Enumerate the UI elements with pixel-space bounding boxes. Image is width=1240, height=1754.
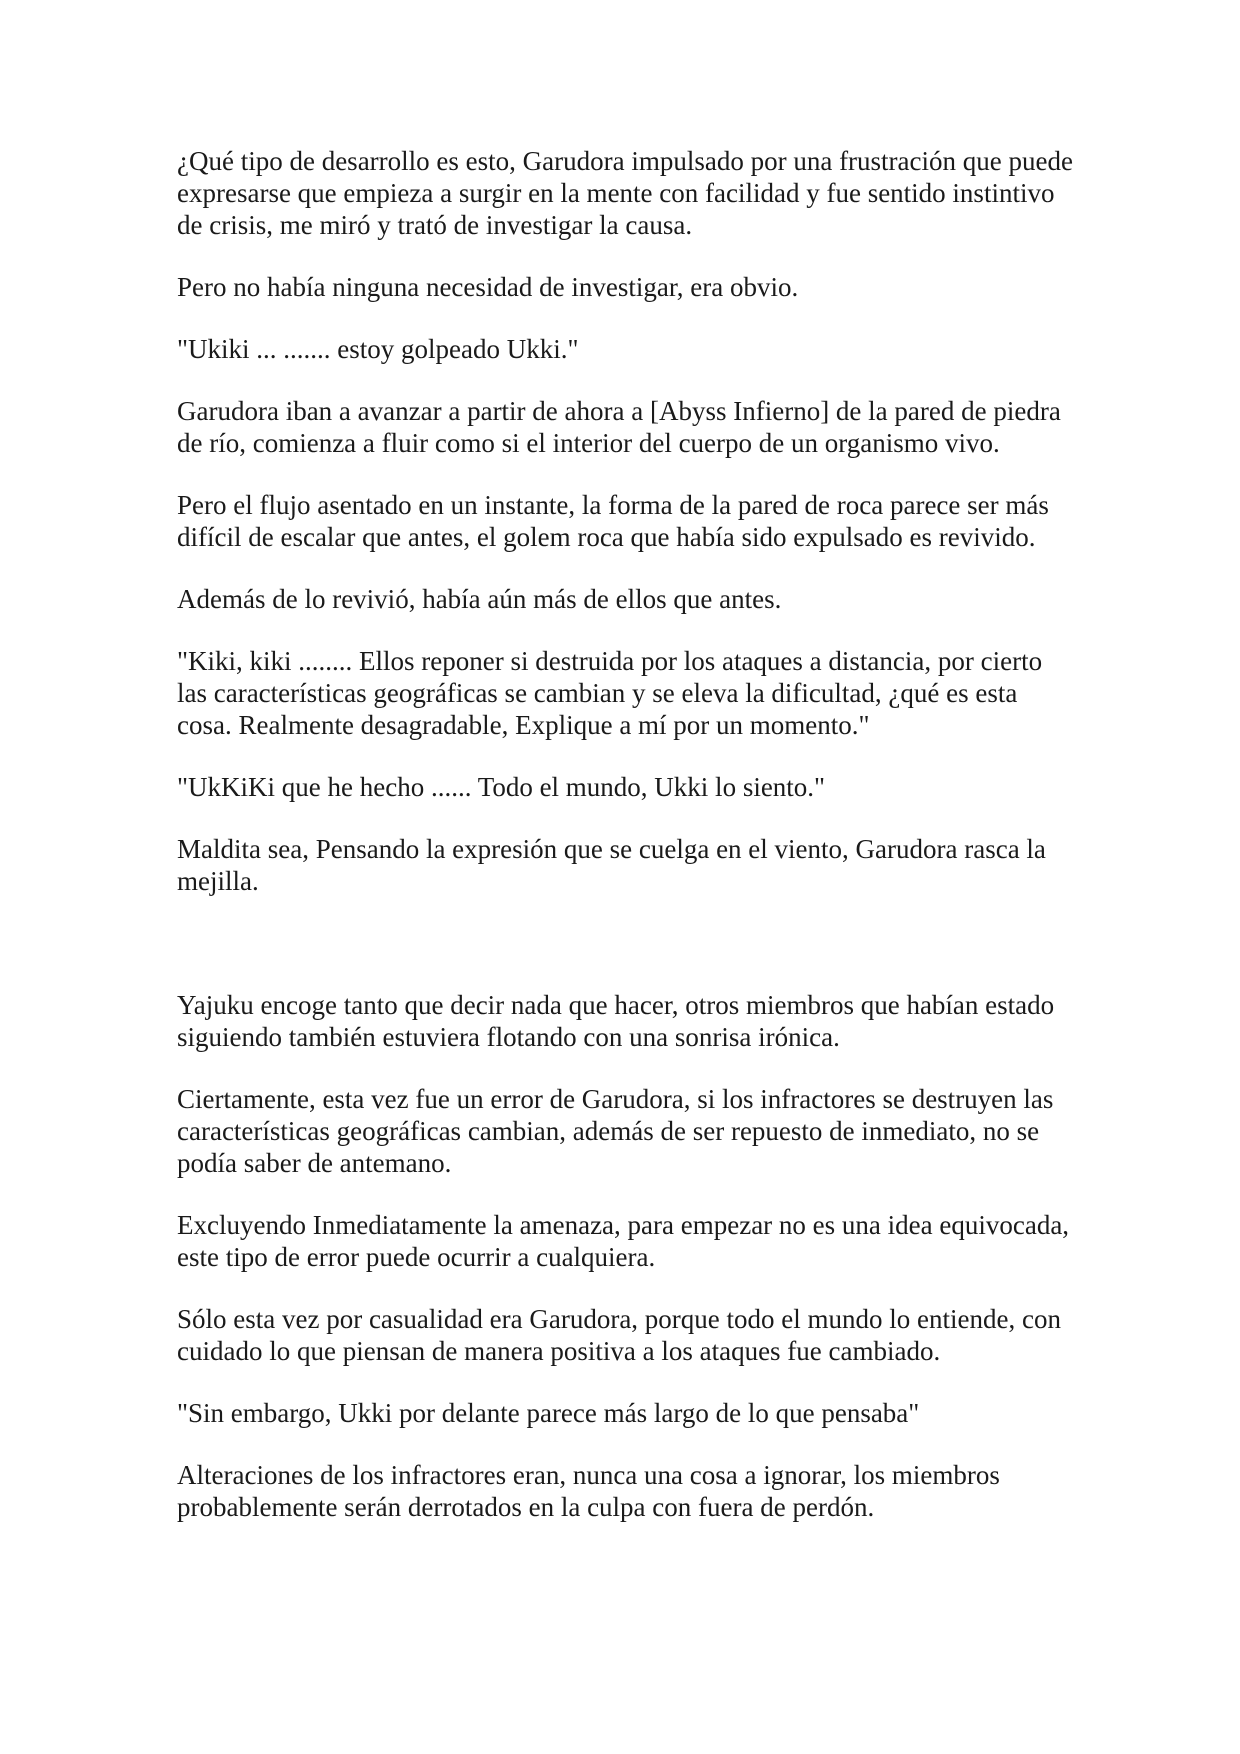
paragraph: Garudora iban a avanzar a partir de ahora a [Abyss Infierno] de la pared de piedra de río, comienza a fluir como si el interior del cuerpo de un organismo vivo. xyxy=(177,396,1061,458)
paragraph: Sólo esta vez por casualidad era Garudora, porque todo el mundo lo entiende, con cuidado lo que piensan de manera positiva a los ataques fue cambiado. xyxy=(177,1304,1061,1366)
document-body xyxy=(177,145,1077,1553)
paragraph: Además de lo revivió, había aún más de ellos que antes. xyxy=(177,584,782,614)
section-break xyxy=(177,927,1077,989)
paragraph: Maldita sea, Pensando la expresión que se cuelga en el viento, Garudora rasca la mejilla. xyxy=(177,834,1046,896)
paragraph: Pero el flujo asentado en un instante, la forma de la pared de roca parece ser más difícil de escalar que antes, el golem roca que había sido expulsado es revivido. xyxy=(177,490,1049,552)
paragraph: "Ukiki ... ....... estoy golpeado Ukki." xyxy=(177,334,579,364)
paragraph: Excluyendo Inmediatamente la amenaza, para empezar no es una idea equivocada, este tipo de error puede ocurrir a cualquiera. xyxy=(177,1210,1070,1272)
paragraph: Pero no había ninguna necesidad de investigar, era obvio. xyxy=(177,272,799,302)
paragraph: Ciertamente, esta vez fue un error de Garudora, si los infractores se destruyen las características geográficas cambian, además de ser repuesto de inmediato, no se podía saber de antemano. xyxy=(177,1084,1054,1178)
paragraph: "Kiki, kiki ........ Ellos reponer si destruida por los ataques a distancia, por cierto las características geográficas se cambian y se eleva la dificultad, ¿qué es esta cosa. Realmente desagradable, Explique a mí por un momento." xyxy=(177,646,1043,740)
paragraph: "Sin embargo, Ukki por delante parece más largo de lo que pensaba" xyxy=(177,1398,920,1428)
paragraph: "UkKiKi que he hecho ...... Todo el mundo, Ukki lo siento." xyxy=(177,772,826,802)
paragraph: Alteraciones de los infractores eran, nunca una cosa a ignorar, los miembros probablemente serán derrotados en la culpa con fuera de perdón. xyxy=(177,1460,1000,1522)
paragraph: ¿Qué tipo de desarrollo es esto, Garudora impulsado por una frustración que puede expresarse que empieza a surgir en la mente con facilidad y fue sentido instintivo de crisis, me miró y trató de investigar la causa. xyxy=(177,146,1073,240)
paragraph: Yajuku encoge tanto que decir nada que hacer, otros miembros que habían estado siguiendo también estuviera flotando con una sonrisa irónica. xyxy=(177,990,1055,1052)
